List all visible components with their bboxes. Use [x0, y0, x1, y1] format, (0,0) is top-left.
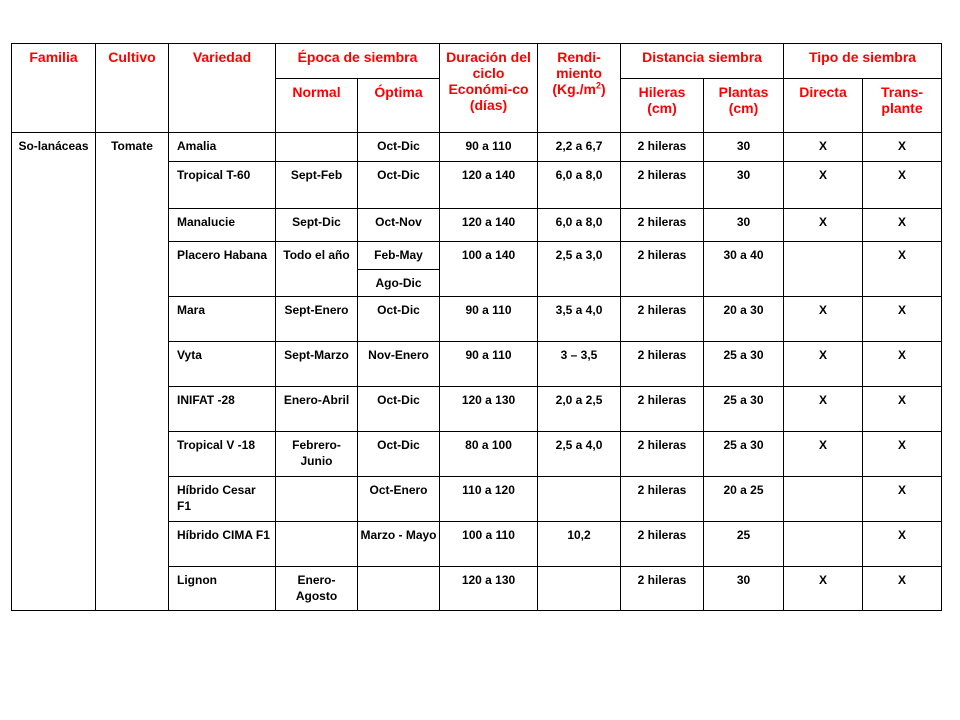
- header-epoca: Época de siembra: [276, 44, 440, 79]
- plantas-cell: 25: [704, 522, 784, 567]
- rend-cell: 2,5 a 4,0: [538, 432, 621, 477]
- optima-cell: Oct-Dic: [358, 432, 440, 477]
- header-variedad: Variedad: [169, 44, 276, 133]
- trasplante-cell: X: [863, 387, 942, 432]
- normal-cell: Febrero-Junio: [276, 432, 358, 477]
- header-trasplante: Trans-plante: [863, 79, 942, 133]
- header-rendimiento: [538, 44, 621, 133]
- duracion-cell: 120 a 130: [440, 567, 538, 611]
- trasplante-cell: X: [863, 477, 942, 522]
- normal-cell: [276, 133, 358, 162]
- normal-cell: Sept-Feb: [276, 162, 358, 209]
- rend-cell: [538, 567, 621, 611]
- directa-cell: X: [784, 567, 863, 611]
- rend-cell: 2,0 a 2,5: [538, 387, 621, 432]
- duracion-cell: 120 a 140: [440, 162, 538, 209]
- hileras-cell: 2 hileras: [621, 297, 704, 342]
- variedad-cell: Manalucie: [169, 209, 276, 242]
- plantas-cell: 30: [704, 162, 784, 209]
- duracion-cell: 110 a 120: [440, 477, 538, 522]
- duracion-cell: 80 a 100: [440, 432, 538, 477]
- variedad-cell: Tropical T-60: [169, 162, 276, 209]
- hileras-cell: 2 hileras: [621, 387, 704, 432]
- optima-cell: Oct-Dic: [358, 387, 440, 432]
- duracion-cell: 90 a 110: [440, 342, 538, 387]
- duracion-cell: 100 a 110: [440, 522, 538, 567]
- directa-cell: [784, 477, 863, 522]
- trasplante-cell: X: [863, 432, 942, 477]
- hileras-cell: 2 hileras: [621, 162, 704, 209]
- hileras-cell: 2 hileras: [621, 522, 704, 567]
- directa-cell: X: [784, 342, 863, 387]
- variedad-cell: Lignon: [169, 567, 276, 611]
- header-normal: Normal: [276, 79, 358, 133]
- rend-cell: 2,2 a 6,7: [538, 133, 621, 162]
- directa-cell: X: [784, 432, 863, 477]
- variedad-cell: Mara: [169, 297, 276, 342]
- plantas-cell: 30: [704, 133, 784, 162]
- hileras-cell: 2 hileras: [621, 342, 704, 387]
- plantas-cell: 25 a 30: [704, 432, 784, 477]
- optima-cell: Oct-Dic: [358, 297, 440, 342]
- variedad-cell: INIFAT -28: [169, 387, 276, 432]
- plantas-cell: 30: [704, 209, 784, 242]
- familia-cell: So-lanáceas: [12, 133, 96, 611]
- optima-cell: Nov-Enero: [358, 342, 440, 387]
- header-cultivo: Cultivo: [96, 44, 169, 133]
- optima-cell-2: Ago-Dic: [358, 270, 440, 297]
- optima-cell: Feb-May: [358, 242, 440, 270]
- rend-cell: 10,2: [538, 522, 621, 567]
- plantas-cell: 25 a 30: [704, 342, 784, 387]
- header-familia: Familia: [12, 44, 96, 133]
- trasplante-cell: X: [863, 567, 942, 611]
- variedad-cell: Amalia: [169, 133, 276, 162]
- directa-cell: [784, 242, 863, 297]
- hileras-cell: 2 hileras: [621, 209, 704, 242]
- directa-cell: X: [784, 133, 863, 162]
- directa-cell: [784, 522, 863, 567]
- hileras-cell: 2 hileras: [621, 133, 704, 162]
- header-rendimiento-text: Rendi-miento (Kg./m: [552, 49, 602, 97]
- directa-cell: X: [784, 162, 863, 209]
- variedad-cell: Híbrido Cesar F1: [169, 477, 276, 522]
- duracion-cell: 90 a 110: [440, 297, 538, 342]
- duracion-cell: 120 a 140: [440, 209, 538, 242]
- normal-cell: Sept-Enero: [276, 297, 358, 342]
- duracion-cell: 120 a 130: [440, 387, 538, 432]
- normal-cell: [276, 522, 358, 567]
- variedad-cell: Vyta: [169, 342, 276, 387]
- header-plantas: Plantas (cm): [704, 79, 784, 133]
- hileras-cell: 2 hileras: [621, 242, 704, 297]
- header-rendimiento-sup: 2: [595, 80, 601, 91]
- trasplante-cell: X: [863, 297, 942, 342]
- header-duracion: Duración del ciclo Económi-co (días): [440, 44, 538, 133]
- optima-cell: Oct-Nov: [358, 209, 440, 242]
- optima-cell: Oct-Enero: [358, 477, 440, 522]
- plantas-cell: 30 a 40: [704, 242, 784, 297]
- rend-cell: [538, 477, 621, 522]
- normal-cell: Enero-Abril: [276, 387, 358, 432]
- plantas-cell: 20 a 30: [704, 297, 784, 342]
- plantas-cell: 30: [704, 567, 784, 611]
- header-optima: Óptima: [358, 79, 440, 133]
- optima-cell: Oct-Dic: [358, 162, 440, 209]
- rend-cell: 3,5 a 4,0: [538, 297, 621, 342]
- variedad-cell: Híbrido CIMA F1: [169, 522, 276, 567]
- optima-cell: Marzo - Mayo: [358, 522, 440, 567]
- header-directa: Directa: [784, 79, 863, 133]
- directa-cell: X: [784, 209, 863, 242]
- hileras-cell: 2 hileras: [621, 432, 704, 477]
- normal-cell: Todo el año: [276, 242, 358, 297]
- hileras-cell: 2 hileras: [621, 477, 704, 522]
- optima-cell: Oct-Dic: [358, 133, 440, 162]
- rend-cell: 2,5 a 3,0: [538, 242, 621, 297]
- header-distancia: Distancia siembra: [621, 44, 784, 79]
- normal-cell: Sept-Marzo: [276, 342, 358, 387]
- normal-cell: [276, 477, 358, 522]
- duracion-cell: 90 a 110: [440, 133, 538, 162]
- trasplante-cell: X: [863, 342, 942, 387]
- hileras-cell: 2 hileras: [621, 567, 704, 611]
- rend-cell: 6,0 a 8,0: [538, 209, 621, 242]
- plantas-cell: 25 a 30: [704, 387, 784, 432]
- header-rendimiento-close: ): [600, 81, 606, 97]
- trasplante-cell: X: [863, 242, 942, 297]
- rend-cell: 6,0 a 8,0: [538, 162, 621, 209]
- duracion-cell: 100 a 140: [440, 242, 538, 297]
- normal-cell: Enero-Agosto: [276, 567, 358, 611]
- cultivo-cell: Tomate: [96, 133, 169, 611]
- normal-cell: Sept-Dic: [276, 209, 358, 242]
- trasplante-cell: X: [863, 522, 942, 567]
- table-row: [12, 133, 942, 162]
- trasplante-cell: X: [863, 162, 942, 209]
- variedad-cell: Tropical V -18: [169, 432, 276, 477]
- directa-cell: X: [784, 387, 863, 432]
- header-tipo: Tipo de siembra: [784, 44, 942, 79]
- sowing-table: [11, 43, 942, 611]
- variedad-cell: Placero Habana: [169, 242, 276, 297]
- optima-cell: [358, 567, 440, 611]
- header-hileras: Hileras (cm): [621, 79, 704, 133]
- directa-cell: X: [784, 297, 863, 342]
- trasplante-cell: X: [863, 209, 942, 242]
- trasplante-cell: X: [863, 133, 942, 162]
- plantas-cell: 20 a 25: [704, 477, 784, 522]
- rend-cell: 3 – 3,5: [538, 342, 621, 387]
